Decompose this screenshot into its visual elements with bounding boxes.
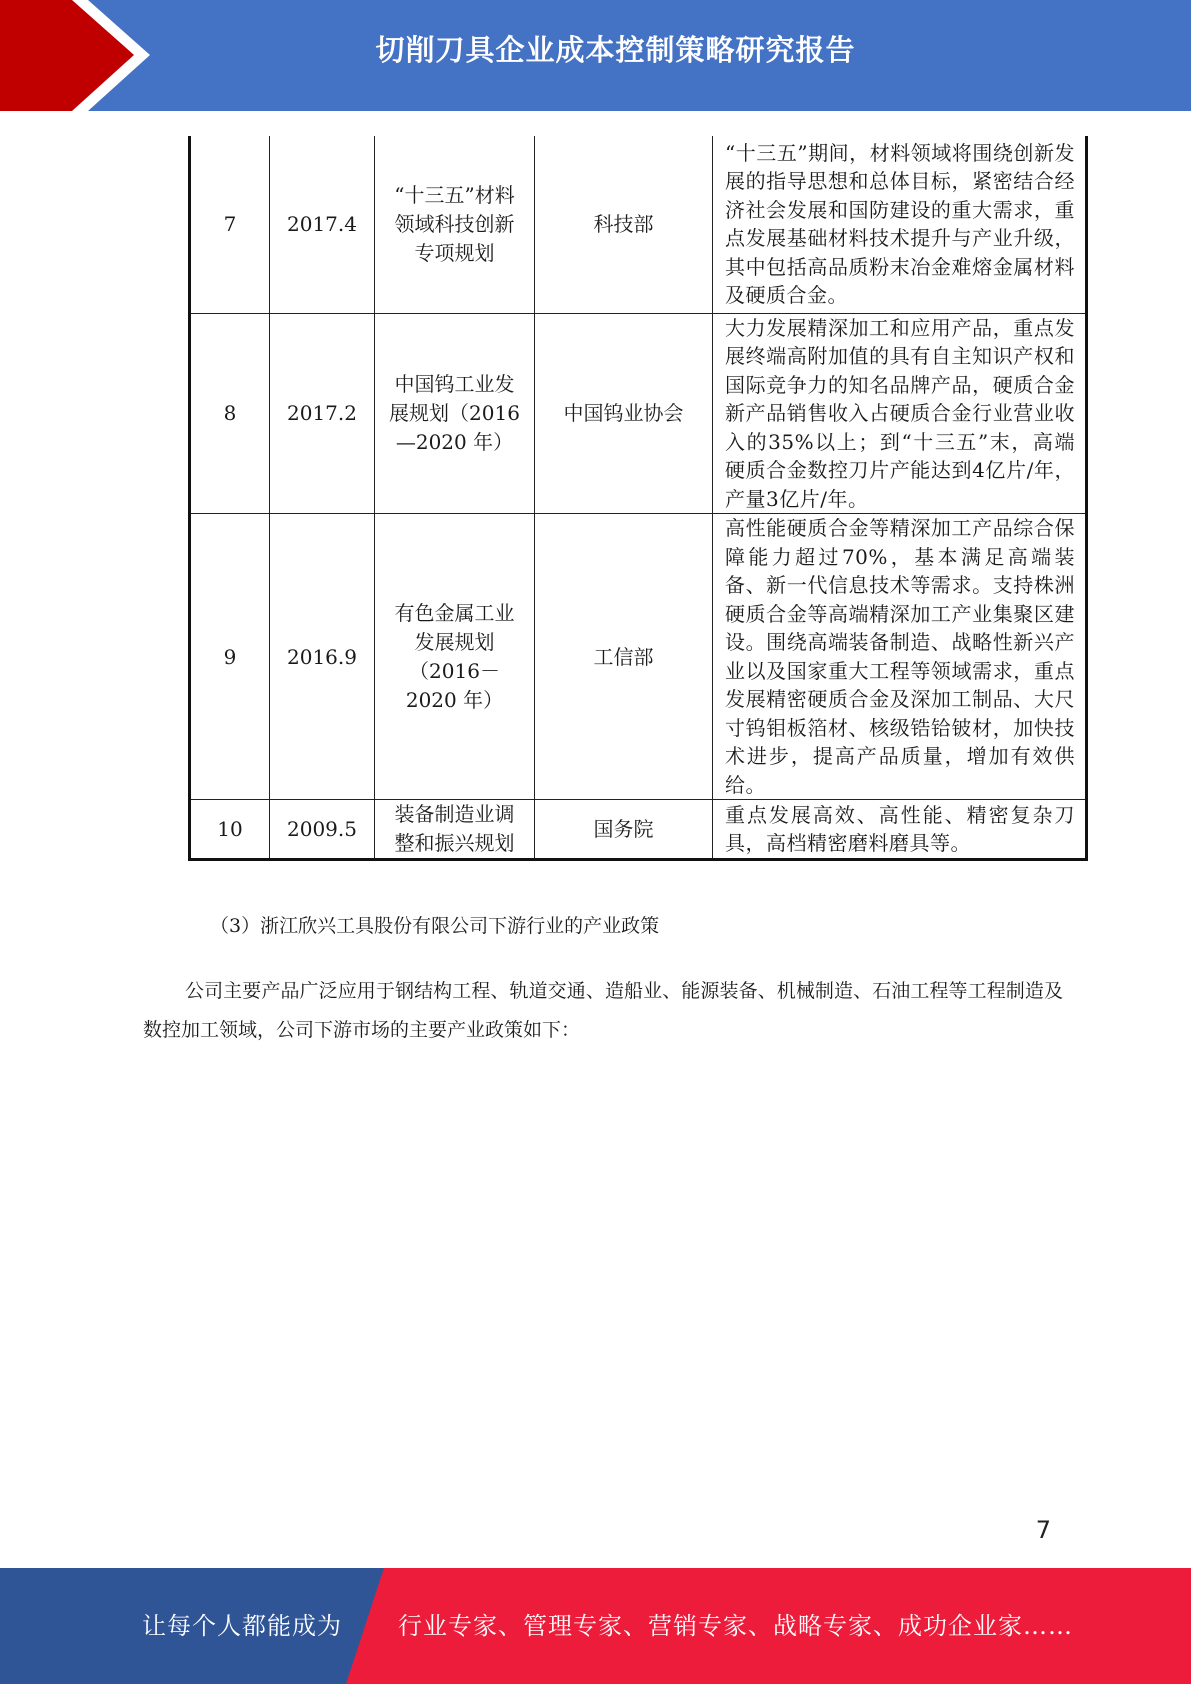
page-number: 7 — [1035, 1516, 1051, 1544]
policy-name: “十三五”材料领域科技创新专项规划 — [375, 136, 535, 313]
footer-slogan-left: 让每个人都能成为 — [142, 1612, 342, 1640]
policy-name: 装备制造业调整和振兴规划 — [375, 800, 535, 860]
policy-name: 中国钨工业发展规划（2016—2020 年） — [375, 313, 535, 514]
page-footer — [0, 1568, 1191, 1684]
issue-date: 2009.5 — [270, 800, 375, 860]
issue-date: 2016.9 — [270, 514, 375, 800]
issue-date: 2017.4 — [270, 136, 375, 313]
body-paragraph: 公司主要产品广泛应用于钢结构工程、轨道交通、造船业、能源装备、机械制造、石油工程等工程制造及数控加工领域，公司下游市场的主要产业政策如下： — [143, 980, 1063, 1041]
issuing-body: 国务院 — [535, 800, 713, 860]
policy-name: 有色金属工业发展规划（2016－2020 年） — [375, 514, 535, 800]
issuing-body: 中国钨业协会 — [535, 313, 713, 514]
table-row — [190, 800, 1087, 860]
section-subheading: （3）浙江欣兴工具股份有限公司下游行业的产业政策 — [210, 915, 660, 937]
policy-content: “十三五”期间，材料领域将围绕创新发展的指导思想和总体目标，紧密结合经济社会发展和国防建设的重大需求，重点发展基础材料技术提升与产业升级，其中包括高品质粉末冶金难熔金属材料及硬质合金。 — [713, 136, 1087, 313]
row-number: 10 — [190, 800, 270, 860]
table-row — [190, 514, 1087, 800]
page-header — [0, 0, 1191, 111]
table-row — [190, 313, 1087, 514]
policy-content: 高性能硬质合金等精深加工产品综合保障能力超过70%，基本满足高端装备、新一代信息技术等需求。支持株洲硬质合金等高端精深加工产业集聚区建设。围绕高端装备制造、战略性新兴产业以及国家重大工程等领域需求，重点发展精密硬质合金及深加工制品、大尺寸钨钼板箔材、核级锆铪铍材，加快技术进步，提高产品质量，增加有效供给。 — [713, 514, 1087, 800]
row-number: 7 — [190, 136, 270, 313]
policy-content: 重点发展高效、高性能、精密复杂刀具，高档精密磨料磨具等。 — [713, 800, 1087, 860]
policy-table — [188, 136, 1088, 861]
issuing-body: 工信部 — [535, 514, 713, 800]
table-row — [190, 136, 1087, 313]
row-number: 9 — [190, 514, 270, 800]
footer-slogan-right: 行业专家、管理专家、营销专家、战略专家、成功企业家…… — [398, 1612, 1073, 1640]
issue-date: 2017.2 — [270, 313, 375, 514]
issuing-body: 科技部 — [535, 136, 713, 313]
policy-content: 大力发展精深加工和应用产品，重点发展终端高附加值的具有自主知识产权和国际竞争力的知名品牌产品，硬质合金新产品销售收入占硬质合金行业营业收入的35%以上；到“十三五”末，高端硬质合金数控刀片产能达到4亿片/年，产量3亿片/年。 — [713, 313, 1087, 514]
report-title: 切削刀具企业成本控制策略研究报告 — [375, 33, 856, 67]
row-number: 8 — [190, 313, 270, 514]
